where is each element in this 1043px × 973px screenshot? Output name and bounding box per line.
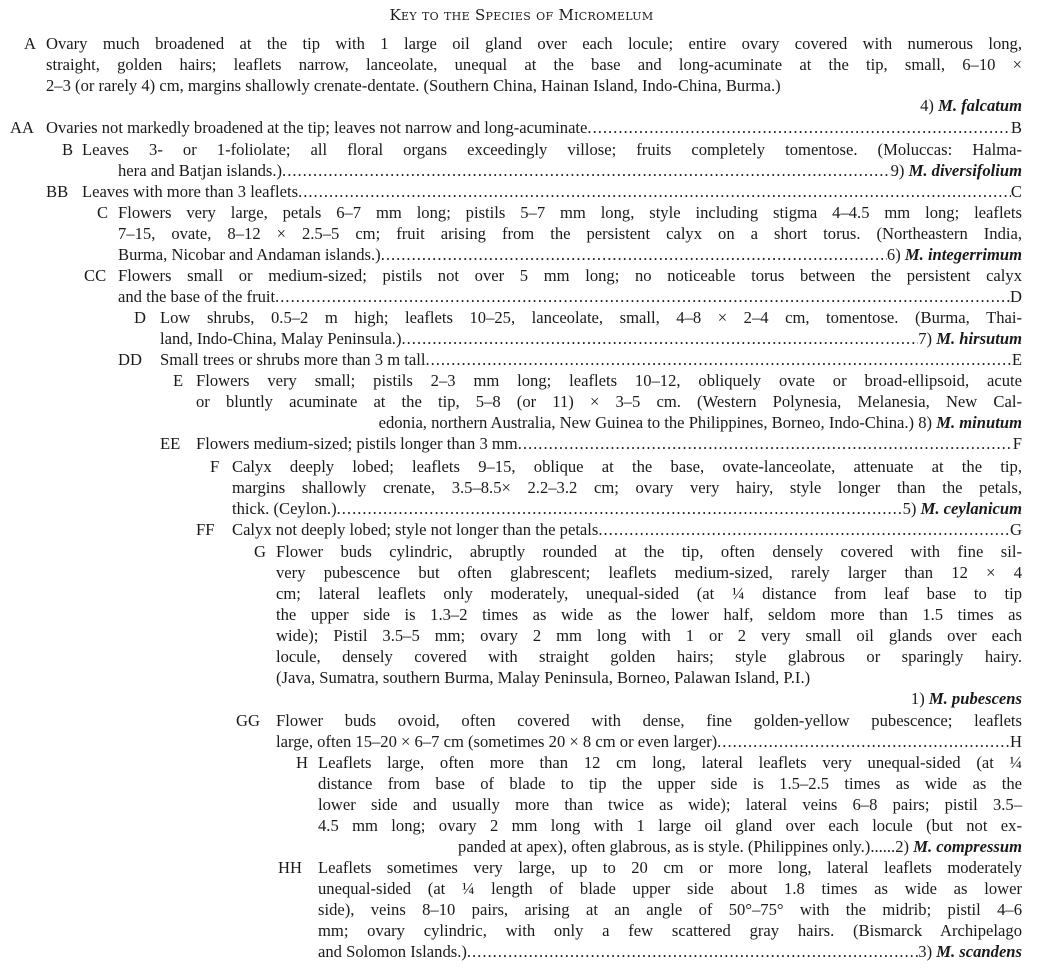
entry-label: HH <box>278 858 302 877</box>
species-name: M. falcatum <box>938 96 1022 115</box>
species-name: M. hirsutum <box>936 329 1022 348</box>
entry-text-line: Flower buds cylindric, abruptly rounded at the tip, often densely covered with fine sil- <box>276 542 1022 561</box>
entry-text: and the base of the fruit <box>118 287 276 306</box>
entry-text-line: (Java, Sumatra, southern Burma, Malay Peninsula, Borneo, Palawan Island, P.I.) <box>276 668 811 687</box>
entry-text-line: 2–3 (or rarely 4) cm, margins shallowly crenate-dentate. (Southern China, Hainan Island, Indo-China, Burma.) <box>46 76 781 95</box>
lead-letter: E <box>1011 350 1022 369</box>
entry-text-line: margins shallowly crenate, 3.5–8.5× 2.2–3.2 cm; ovary very hairy, style longer than the petals, <box>232 478 1022 497</box>
entry-text-line: cm; lateral leaflets only moderately, unequal-sided (at ¼ distance from leaf base to tip <box>276 584 1022 603</box>
entry-text-line: very pubescence but often glabrescent; leaflets medium-sized, rarely larger than 12 × 4 <box>276 563 1022 582</box>
entry-text: hera and Batjan islands.) <box>118 161 283 180</box>
species-name: M. compressum <box>913 837 1022 856</box>
entry-text-line: Flowers very small; pistils 2–3 mm long; leaflets 10–12, obliquely ovate or broad-ellipsoid, acute <box>196 371 1022 390</box>
entry-text: Leaves with more than 3 leaflets <box>82 182 299 201</box>
entry-text-line <box>276 732 1022 751</box>
entry-text-line: lower side and usually more than twice as wide); lateral veins 6–8 pairs; pistil 3.5– <box>318 795 1022 814</box>
entry-text-line: the upper side is 1.3–2 times as wide as the lower half, seldom more than 1.5 times as <box>276 605 1022 624</box>
entry-text-line: side), veins 8–10 pairs, arising at an angle of 50°–75° with the midrib; pistil 4–6 <box>318 900 1022 919</box>
entry-text-line <box>46 118 1022 137</box>
result-number: 1) <box>910 689 925 708</box>
entry-text-line: Leaflets sometimes very large, up to 20 cm or more long, lateral leaflets moderately <box>318 858 1022 877</box>
entry-text-line: Flowers very large, petals 6–7 mm long; pistils 5–7 mm long, style including stigma 4–4.5 mm long; leaflets <box>118 203 1022 222</box>
entry-text-line <box>160 350 1022 369</box>
entry-text-line <box>160 329 1022 348</box>
species-result <box>918 942 1022 961</box>
entry-label: E <box>173 371 184 390</box>
entry-text-line: Leaflets large, often more than 12 cm long, lateral leaflets very unequal-sided (at ¼ <box>318 753 1022 772</box>
lead-letter: F <box>1012 434 1022 453</box>
species-result <box>918 329 1022 348</box>
entry-text-line: locule, densely covered with straight golden hairs; style glabrous or sparingly hairy. <box>276 647 1022 666</box>
entry-label: CC <box>84 266 107 285</box>
entry-text-line <box>232 520 1022 539</box>
entry-text-line <box>82 182 1022 201</box>
entry-text-line <box>196 413 1022 432</box>
entry-text-line <box>196 434 1022 453</box>
entry-text-line <box>118 287 1022 306</box>
entry-text-line: unequal-sided (at ¼ length of blade upper side about 1.8 times as wide as lower <box>318 879 1022 898</box>
entry-text-line: or bluntly acuminate at the tip, 5–8 (or 11) × 3–5 cm. (Western Polynesia, Melanesia, New Cal- <box>196 392 1022 411</box>
species-name: M. diversifolium <box>908 161 1022 180</box>
entry-label: D <box>134 308 146 327</box>
entry-text: land, Indo-China, Malay Peninsula.) <box>160 329 402 348</box>
species-name: M. ceylanicum <box>920 499 1022 518</box>
species-result <box>887 245 1022 264</box>
entry-text: edonia, northern Australia, New Guinea to the Philippines, Borneo, Indo-China.) <box>378 413 915 432</box>
species-name: M. scandens <box>936 942 1022 961</box>
lead-letter: B <box>1010 118 1022 137</box>
entry-text-line: 4.5 mm long; ovary 2 mm long with 1 large oil gland over each locule (but not ex- <box>318 816 1022 835</box>
lead-letter: H <box>1010 732 1022 751</box>
species-result <box>891 161 1022 180</box>
entry-text-line: distance from base of blade to tip the upper side is 1.5–2.5 times as wide as the <box>318 774 1022 793</box>
entry-label: GG <box>236 711 260 730</box>
species-result <box>700 689 1022 708</box>
entry-text: Ovaries not markedly broadened at the tip; leaves not narrow and long-acuminate <box>46 118 588 137</box>
species-name: M. minutum <box>936 413 1022 432</box>
entry-text-line: Low shrubs, 0.5–2 m high; leaflets 10–25, lanceolate, small, 4–8 × 2–4 cm, tomentose. (Burma, Thai- <box>160 308 1022 327</box>
entry-text-line: straight, golden hairs; leaflets narrow, lanceolate, unequal at the base and long-acuminate at the tip, small, 6–10 × <box>46 55 1022 74</box>
entry-label: B <box>62 140 74 159</box>
entry-label: G <box>254 542 266 561</box>
entry-text: Burma, Nicobar and Andaman islands.) <box>118 245 381 264</box>
species-name: M. integerrimum <box>904 245 1022 264</box>
entry-text-line: Leaves 3- or 1-foliolate; all floral organs exceedingly villose; fruits completely tomentose. (Moluccas: Halma- <box>82 140 1022 159</box>
result-number: 9) <box>890 161 905 180</box>
entry-text-line <box>318 942 1022 961</box>
entry-label: FF <box>196 520 215 539</box>
entry-label: F <box>210 457 220 476</box>
entry-text-line: mm; ovary cylindric, with only a few scattered gray hairs. (Bismarck Archipelago <box>318 921 1022 940</box>
entry-text-line <box>318 837 1022 856</box>
page-title: Key to the Species of Micromelum <box>389 6 654 24</box>
entry-text: Small trees or shrubs more than 3 m tall <box>160 350 426 369</box>
entry-text: panded at apex), often glabrous, as is style. (Philippines only.)...... <box>458 837 896 856</box>
lead-letter: C <box>1010 182 1022 201</box>
result-number: 4) <box>920 96 934 115</box>
lead-letter: D <box>1010 287 1022 306</box>
result-number: 5) <box>902 499 917 518</box>
result-number: 2) <box>895 837 910 856</box>
entry-label: DD <box>118 350 142 369</box>
entry-label: EE <box>160 434 181 453</box>
entry-text-line: 7–15, ovate, 8–12 × 2.5–5 cm; fruit arising from the persistent calyx on a short torus. (Northeastern India, <box>118 224 1022 243</box>
lead-letter: G <box>1010 520 1022 539</box>
entry-text-line: Calyx deeply lobed; leaflets 9–15, oblique at the base, ovate-lanceolate, attenuate at the tip, <box>232 457 1022 476</box>
entry-text-line: wide); Pistil 3.5–5 mm; ovary 2 mm long with 1 or 2 very small oil glands over each <box>276 626 1022 645</box>
entry-text: large, often 15–20 × 6–7 cm (sometimes 20 × 8 cm or even larger) <box>276 732 718 751</box>
entry-text-line <box>118 161 1022 180</box>
entry-label: AA <box>10 118 34 137</box>
result-number: 7) <box>918 329 933 348</box>
entry-label: A <box>24 34 36 53</box>
species-result <box>700 96 1022 115</box>
entry-text-line: Flowers small or medium-sized; pistils not over 5 mm long; no noticeable torus between the persistent calyx <box>118 266 1022 285</box>
result-number: 6) <box>886 245 901 264</box>
entry-text-line: Ovary much broadened at the tip with 1 large oil gland over each locule; entire ovary covered with numerous long, <box>46 34 1022 53</box>
result-number: 3) <box>918 942 933 961</box>
entry-label: H <box>296 753 308 772</box>
entry-text-line <box>118 245 1022 264</box>
entry-text: Flowers medium-sized; pistils longer than 3 mm <box>196 434 518 453</box>
result-number: 8) <box>918 413 933 432</box>
species-result <box>903 499 1022 518</box>
entry-label: BB <box>46 182 69 201</box>
entry-text: and Solomon Islands.) <box>318 942 467 961</box>
entry-text-line <box>232 499 1022 518</box>
species-name: M. pubescens <box>928 689 1022 708</box>
entry-text-line: Flower buds ovoid, often covered with dense, fine golden-yellow pubescence; leaflets <box>276 711 1022 730</box>
entry-label: C <box>97 203 109 222</box>
entry-text: thick. (Ceylon.) <box>232 499 337 518</box>
entry-text: Calyx not deeply lobed; style not longer than the petals <box>232 520 599 539</box>
